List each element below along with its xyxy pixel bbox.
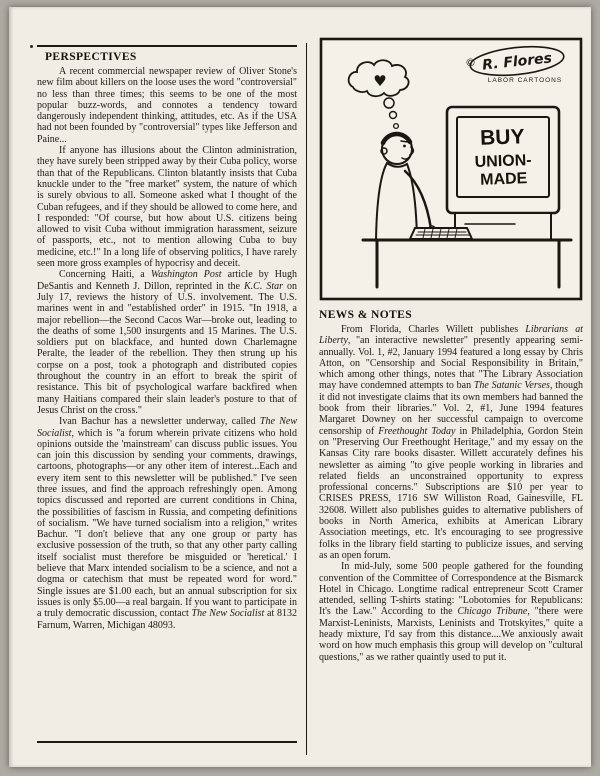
left-column-bottom-rule — [37, 741, 297, 743]
copyright-icon: © — [465, 56, 476, 69]
credit-label: LABOR CARTOONS — [487, 77, 563, 84]
scan-artifact — [30, 45, 33, 48]
news-notes-paragraph-2: In mid-July, some 500 people gathered for the founding convention of the Committee of Correspondence at the Bismarck Hotel in Chicago. Longtime radical entrepreneur Scott Cramer attended, selling T-shirts stating: "Lobotomies for Republicans: It's the Law." According to the Chicago Tribune, "there were Marxist-Leninists, Marxists, Leninists and Trotskyites," quite a heady mixture, I'd say from this distance....We anxiously await word on how much emphasis this group will develop on "cultural questions," as we rather quaintly used to put it. — [319, 561, 583, 663]
thought-trail-bubble — [394, 124, 399, 129]
screen-message — [473, 125, 532, 189]
worker-body — [376, 163, 417, 240]
news-notes-heading: NEWS & NOTES — [319, 309, 412, 321]
column-divider — [306, 43, 307, 755]
news-notes-paragraph-1: From Florida, Charles Willett publishes Librarians at Liberty, "an interactive newsletter" presently appearing semi-annually. Vol. 1, #2, January 1994 featured a long essay by Chris Atton, on "Censorship and Social Responsibility in Britain," which among other things, notes that "The Library Association may have condemned attempts to ban The Satanic Verses, though it did not investigate claims that its own members had banned the book from their libraries." Vol. 2, #1, June 1994 features Margaret Downey on her successful campaign to overcome censorship of Freethought Today in Philadelphia, Gordon Stein on "Preserving Our Freethought Heritage," and my essay on the Kansas City rare books disaster. Willett accurately defines his newsletter as aiming "to give people working in libraries and related fields an unconstrained opportunity to express professional concerns." Subscriptions are $10 per year to CRISES PRESS, 1716 SW Williston Road, Gainesville, FL 32608. Willett also publishes guides to alternative publishers of books in North America, exhibits at American Library Association meetings, etc. It's encouraging to see progressive folks in the library field starting to publicize issues, and serving as an open forum. — [319, 324, 583, 561]
thought-trail-bubble — [384, 98, 394, 108]
left-column — [37, 49, 297, 739]
thought-trail-bubble — [390, 112, 397, 119]
perspectives-paragraph-2: If anyone has illusions about the Clinton administration, they have surely been stripped away by their Cuba policy, worse than that of the Republicans. Clinton blatantly insists that Cuba knuckle under to the "free market" system, the nature of which is surely obvious to all. Someone asked what I thought of the Cuban refugees, and if they should be allowed to come here, and I responded: "Of course, but how about U.S. citizens being allowed to visit Cuba without immigration harassment, seizure of passports, etc., not to mention allowing Cuba to buy medicine, etc.!" In a long life of observing politics, I have rarely seen more gross examples of hypocrisy and deceit. — [37, 145, 297, 270]
newsletter-page — [9, 7, 591, 767]
perspectives-paragraph-3: Concerning Haiti, a Washington Post article by Hugh DeSantis and Kenneth J. Dillon, reprinted in the K.C. Star on July 17, reviews the history of U.S. involvement. The U.S. marines went in and "established order" in 1915. "In 1918, a major rebellion—the Second Cacos War—broke out, leading to the deaths of some 1,500 insurgents and 15 Marines. The U.S. soldiers put on blackface, and hunted down Charlemagne Peralte, the leader of the rebellion. They then strung up his corpse on a post, took a photograph and distributed copies throughout the country in an effort to break the spirit of resistance. This bit of psychological warfare backfired when many Haitians compared their slain leader's posture to that of Jesus Christ on the cross." — [37, 269, 297, 416]
artist-signature: R. Flores — [481, 50, 553, 74]
screen-line-3: MADE — [479, 170, 528, 189]
computer-monitor — [447, 107, 559, 240]
perspectives-paragraph-4: Ivan Bachur has a newsletter underway, called The New Socialist, which is "a forum wherein private citizens who hold opinions outside the 'mainstream' can discuss public issues. You can join this discussion by sending your comments, drawings, cartoons, photographs—or any other item of interest...Each and every item sent to this newsletter will be published." I've seen three issues, and find the approach refreshingly open. Among topics discussed and reported are current conditions in China, the possibilities of fascism in Russia, and competing definitions of socialism. "We have turned socialism into a religion," writes Bachur. "I don't believe that any one group or party has exclusive possession of the truth, so that any other party calling itself socialist must therefore be misguided or 'heretical.' I believe that Marx intended socialism to be a science, and not a dogma or catechism that must be repeated word for word." Single issues are $1.00 each, but an annual subscription for six issues is only $5.00—a real bargain. If you want to participate in a truly democratic discussion, contact The New Socialist at 8132 Farnum, Warren, Michigan 48093. — [37, 416, 297, 631]
screen-line-1: BUY — [479, 125, 525, 150]
screen-line-2: UNION- — [474, 152, 532, 171]
right-column — [319, 37, 583, 749]
union-made-cartoon — [319, 37, 583, 301]
worker-eye — [403, 145, 406, 148]
cartoon-drawing — [319, 37, 583, 301]
perspectives-paragraph-1: A recent commercial newspaper review of Oliver Stone's new film about killers on the loose uses the word "controversial" no less than three times; this seems to be one of the most popular buzz-words, and connotes a tendency toward dangerously independent thinking, attitudes, etc. As if the USA had not been founded by "controversial" types like Jefferson and Paine... — [37, 66, 297, 145]
worker-eyebrow — [401, 141, 408, 142]
perspectives-heading: PERSPECTIVES — [45, 51, 137, 63]
left-column-top-rule — [37, 45, 297, 47]
heart-icon: ♥ — [373, 72, 387, 90]
